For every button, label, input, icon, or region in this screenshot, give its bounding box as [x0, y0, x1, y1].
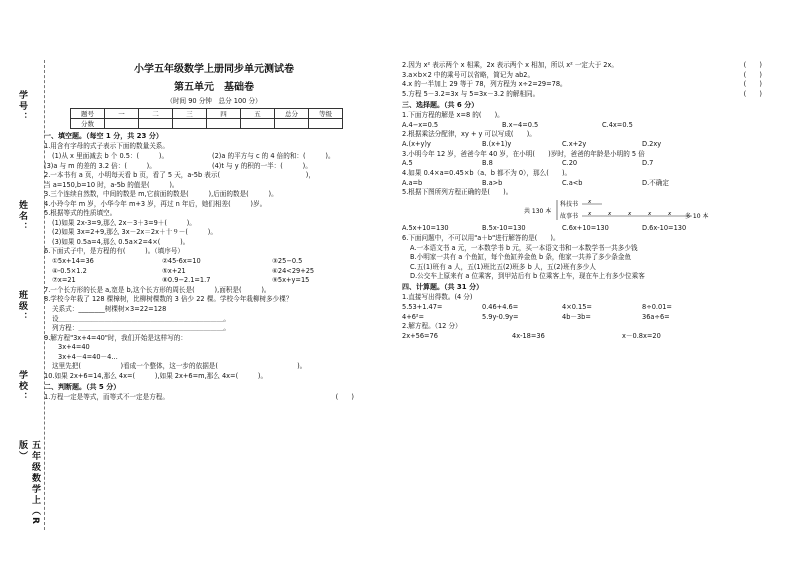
question-8a: 关系式：________树棵树×3=22=128	[52, 304, 167, 313]
option-a: A.4−x=0.5	[402, 120, 439, 129]
table-cell: 题号	[71, 109, 105, 119]
option-a: A.5x+10=130	[402, 224, 449, 233]
score-cell[interactable]	[207, 119, 241, 129]
calc-item: 0.46+4.6=	[482, 303, 519, 312]
calc-item: 5.9y-0.9y=	[482, 312, 519, 321]
option-c: C.五(1)班有 a 人，五(1)班比五(2)班多 b 人，五(2)班有多少人	[410, 262, 596, 271]
option-b: B.8	[482, 159, 493, 168]
table-cell: 总分	[275, 109, 309, 119]
table-cell: 三	[173, 109, 207, 119]
question-2b: 当 a=150,b=10 时，a-5b 的值是( )。	[44, 180, 179, 189]
list-item: ⑤x+21	[162, 266, 186, 275]
section-calculation: 四、计算题。（共 31 分）	[402, 283, 484, 292]
diagram-bottom-x: x	[608, 211, 612, 218]
binding-school: 学校：	[17, 370, 27, 403]
question-5c: (3)如果 0.5a=4,那么 0.5a×2=4×( )。	[52, 237, 190, 246]
option-a: A.一本语文书 a 元，一本数学书 b 元，买一本语文书和一本数学书一共多少钱	[410, 243, 638, 252]
list-item: ①5x+14=36	[52, 257, 94, 266]
section-true-false: 二、判断题。（共 5 分）	[44, 382, 121, 391]
choice-question-3: 3.小明今年 12 岁，爸爸今年 40 岁，在小明( )岁时，爸爸的年龄是小明的 5 倍	[402, 149, 645, 158]
diagram-top-x: x	[588, 199, 592, 206]
choice-4-options	[402, 179, 762, 187]
option-d: D.不确定	[642, 178, 669, 187]
exam-title: 小学五年级数学上册同步单元测试卷	[134, 64, 294, 75]
option-b: B.(x+1)y	[482, 140, 512, 149]
question-6-row-1	[44, 257, 384, 265]
tf-question-2	[402, 61, 762, 69]
calc-item: 4+6²=	[402, 312, 425, 321]
score-cell[interactable]	[241, 119, 275, 129]
question-1-row-1	[44, 152, 384, 160]
equation-row	[402, 332, 762, 340]
list-item: ⑨5x+y=15	[272, 276, 310, 285]
binding-strip	[12, 60, 38, 540]
question-9: 9.解方程"3x+4=40"时，我们开始是这样写的：	[44, 333, 187, 342]
diagram-bottom-x: x	[588, 211, 592, 218]
answer-paren[interactable]: ( )	[743, 80, 762, 89]
time-note: （时间 90 分钟 总分 100 分）	[166, 97, 262, 105]
option-d: D.6x-10=130	[642, 224, 687, 233]
question-6-row-2	[44, 267, 384, 275]
list-item: ⑦x=21	[52, 276, 76, 285]
question-1: 1.用含有字母的式子表示下面的数量关系。	[44, 142, 169, 151]
question-5a: (1)如果 2x-3=9,那么 2x－3＋3=9＋( )。	[52, 218, 196, 227]
choice-question-1: 1.下面方程的解是 x=8 的( )。	[402, 111, 504, 120]
equation-item: 2x+56=76	[402, 331, 438, 340]
unit-title: 第五单元 基础卷	[174, 81, 254, 93]
table-cell: 分数	[71, 119, 105, 129]
choice-question-2: 2.根据乘法分配律，xy + y 可以写成( )。	[402, 130, 536, 139]
choice-question-6: 6.下面问题中，不可以用"a＋b"进行解答的是( )。	[402, 234, 560, 243]
question-6: 6.下面式子中，是方程的有( )。（填序号）	[44, 247, 185, 256]
question-9a: 3x+4=40	[58, 343, 90, 352]
question-1c: (3)a 与 m 的差的 3.2 倍：( )。	[44, 161, 156, 170]
question-4: 4.小玲今年 m 岁，小华今年 m+3 岁，再过 n 年后，她们相差( )岁。	[44, 199, 267, 208]
option-b: B.a>b	[482, 178, 503, 187]
table-row	[71, 109, 343, 119]
equation-item: 4x-18=36	[512, 331, 545, 340]
binding-student-id: 学号：	[17, 90, 27, 123]
list-item: ③25−0.5	[272, 257, 303, 266]
question-8b: 设＿＿＿＿＿＿＿＿＿＿＿＿＿＿＿＿＿＿＿＿＿＿＿＿＿。	[52, 314, 231, 323]
question-6-row-3	[44, 276, 384, 284]
option-a: A.(x+y)y	[402, 140, 431, 149]
answer-paren[interactable]: ( )	[743, 89, 762, 98]
tf-question-5	[402, 90, 762, 98]
equation-item: x－0.8x=20	[622, 331, 661, 340]
table-cell: 等级	[309, 109, 343, 119]
question-1a: (1)从 x 里面减去 b 个 0.5：( )。	[52, 151, 169, 160]
calc-item: 5.53+1.47=	[402, 303, 443, 312]
question-1b: (2)a 的平方与 c 的 4 倍的和：( )。	[212, 151, 335, 160]
score-cell[interactable]	[105, 119, 139, 129]
calc-item: 4b－3b=	[562, 312, 591, 321]
calc-item: 8÷0.01=	[642, 303, 672, 312]
diagram-top-label: 科技书	[560, 201, 579, 209]
tf-question-2-text: 2.因为 x² 表示两个 x 相乘，2x 表示两个 x 相加，所以 x² 一定大于 2x。	[402, 61, 618, 70]
answer-paren[interactable]: ( )	[335, 392, 354, 401]
option-a: A.a=b	[402, 178, 423, 187]
question-10: 10.如果 2x+6=14,那么 4x=( ),如果 2x+6=m,那么 4x=( )。	[44, 371, 268, 380]
tf-question-4	[402, 80, 762, 88]
score-cell[interactable]	[309, 119, 343, 129]
score-cell[interactable]	[139, 119, 173, 129]
calc-question-1: 1.直接写出得数。(4 分)	[402, 293, 473, 302]
option-d: D.公交车上原来有 a 位乘客，到甲站后有 b 位乘客上车，现在车上有多少位乘客	[410, 272, 645, 281]
question-7: 7.一个长方形的长是 a,宽是 b,这个长方形的周长是( ),面积是( )。	[44, 285, 271, 294]
choice-1-options	[402, 121, 762, 129]
binding-name: 姓名：	[17, 200, 27, 233]
left-column	[44, 58, 384, 403]
diagram-more-label: 多 10 本	[685, 213, 709, 221]
tf-question-5-text: 5.方程 5－3.2=3x 与 5=3x－3.2 的解相同。	[402, 89, 540, 98]
option-d: D.2xy	[642, 140, 662, 149]
answer-paren[interactable]: ( )	[743, 61, 762, 70]
option-c: C.6x+10=130	[562, 224, 609, 233]
calc-item: 36a÷6=	[642, 312, 670, 321]
section-fill-blank: 一、填空题。（每空 1 分，共 23 分）	[44, 132, 163, 141]
tf-question-1	[44, 393, 384, 401]
question-1d: (4)t 与 y 的积的一半：( )。	[212, 161, 312, 170]
question-8c: 列方程：＿＿＿＿＿＿＿＿＿＿＿＿＿＿＿＿＿＿＿＿＿＿。	[52, 324, 231, 333]
answer-paren[interactable]: ( )	[743, 70, 762, 79]
table-cell: 五	[241, 109, 275, 119]
list-item: ④-0.5×1.2	[52, 266, 87, 275]
option-c: C.x+2y	[562, 140, 587, 149]
option-b: B.5x-10=130	[482, 224, 526, 233]
score-table	[70, 108, 343, 129]
question-9c: 这里先把( )看成一个整体，这一步的依据是( )。	[52, 362, 307, 371]
diagram-total-label: 共 130 本	[524, 208, 552, 216]
table-cell: 四	[207, 109, 241, 119]
option-c: C.20	[562, 159, 578, 168]
list-item: ⑧0.9−2.1=1.7	[162, 276, 211, 285]
question-5: 5.根据等式的性质填空。	[44, 209, 117, 218]
score-cell[interactable]	[173, 119, 207, 129]
tf-question-3-text: 3.a×b×2 中的乘号可以省略，简记为 ab2。	[402, 70, 535, 79]
calc-question-2: 2.解方程。（12 分）	[402, 322, 462, 331]
diagram-bottom-label: 故事书	[560, 213, 579, 221]
tf-question-1-text: 1.方程一定是等式，而等式不一定是方程。	[44, 392, 169, 401]
diagram-bottom-x: x	[668, 211, 672, 218]
question-5b: (2)如果 3x=2+9,那么 3x－2x＝2x＋十９－( )。	[52, 228, 217, 237]
tf-question-3	[402, 71, 762, 79]
option-c: C.4x=0.5	[602, 120, 633, 129]
option-b: B.小明家一共有 a 个鱼缸，每个鱼缸养金鱼 b 条，他家一共养了多少条金鱼	[410, 253, 632, 262]
score-cell[interactable]	[275, 119, 309, 129]
table-cell: 一	[105, 109, 139, 119]
question-9b: 3x+4－4=40－4…	[58, 352, 118, 361]
option-b: B.x−4=0.5	[502, 120, 539, 129]
calc-row-2	[402, 313, 762, 321]
option-c: C.a<b	[562, 178, 583, 187]
choice-3-options	[402, 159, 762, 167]
diagram-bottom-x: x	[628, 211, 632, 218]
option-a: A.5	[402, 159, 413, 168]
question-1-row-2	[44, 162, 384, 170]
option-d: D.7	[642, 159, 654, 168]
calc-item: 4×0.15=	[562, 303, 592, 312]
choice-question-5: 5.根据下图所列方程正确的是( )。	[402, 188, 513, 197]
question-3: 3.三个连续自然数，中间的数是 m,它前面的数是( ),后面的数是( )。	[44, 190, 278, 199]
segment-diagram-svg	[522, 198, 722, 222]
diagram-bottom-x: x	[648, 211, 652, 218]
right-column	[402, 60, 762, 342]
tf-question-4-text: 4.x 的一半加上 29 等于 78，列方程为 x÷2=29=78。	[402, 80, 567, 89]
binding-subject: 五年级数学上（R版）	[17, 440, 40, 526]
choice-2-options	[402, 140, 762, 148]
section-choice: 三、选择题。（共 6 分）	[402, 101, 479, 110]
calc-row-1	[402, 303, 762, 311]
choice-5-options	[402, 224, 762, 232]
question-8: 8.学校今年栽了 128 棵樟树，比柳树棵数的 3 倍少 22 棵。学校今年栽柳树多少棵？	[44, 295, 293, 304]
list-item: ②45-6x=10	[162, 257, 201, 266]
segment-diagram	[522, 198, 722, 222]
list-item: ⑥24<29+25	[272, 266, 315, 275]
table-cell: 二	[139, 109, 173, 119]
binding-class: 班级：	[17, 290, 27, 323]
question-2: 2.一本书有 a 页，小明每天看 b 页，看了 5 天，a-5b 表示( )，	[44, 171, 315, 180]
table-row	[71, 119, 343, 129]
choice-question-4: 4.如果 0.4×a=0.45×b（a、b 都不为 0），那么( )。	[402, 168, 572, 177]
